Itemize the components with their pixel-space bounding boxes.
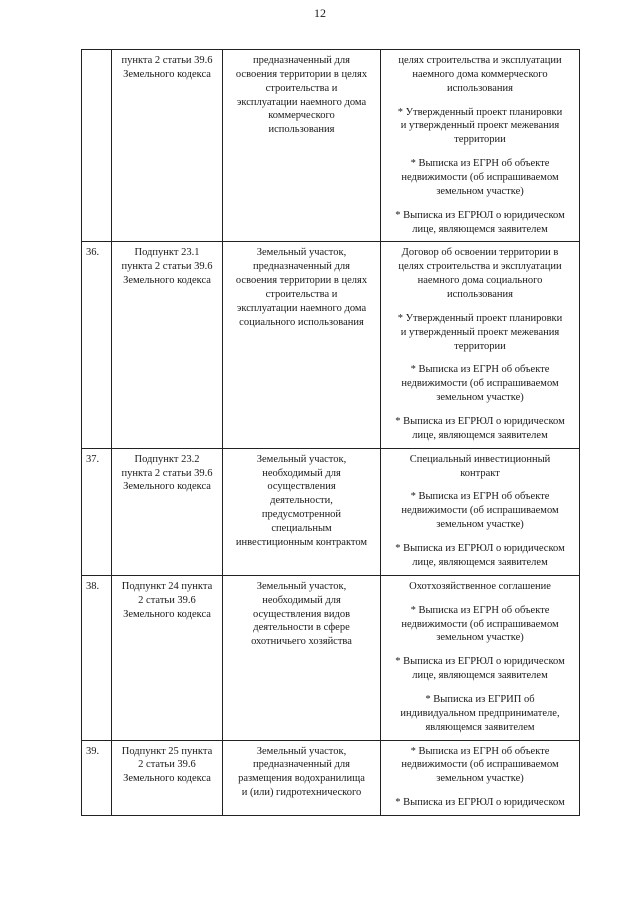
table-row	[82, 448, 580, 575]
required-documents-cell	[381, 448, 580, 575]
land-purpose-cell: Земельный участок, необходимый для осуществления деятельности, предусмотренной специальным инвестиционным контрактом	[223, 448, 381, 575]
row-number-cell: 38.	[82, 575, 112, 740]
document-item: * Выписка из ЕГРН об объекте недвижимости (об испрашиваемом земельном участке)	[401, 604, 559, 644]
table-row	[82, 242, 580, 448]
required-documents-cell	[381, 575, 580, 740]
legal-basis-cell: пункта 2 статьи 39.6 Земельного кодекса	[112, 50, 223, 242]
documents-table	[81, 49, 580, 816]
land-purpose-cell: Земельный участок, предназначенный для размещения водохранилища и (или) гидротехнического	[223, 740, 381, 815]
document-item: Специальный инвестиционный контракт	[409, 453, 551, 479]
document-item: * Выписка из ЕГРЮЛ о юридическом лице, являющемся заявителем	[395, 656, 565, 682]
legal-basis-cell: Подпункт 24 пункта 2 статьи 39.6 Земельного кодекса	[112, 575, 223, 740]
row-number-cell: 37.	[82, 448, 112, 575]
land-purpose-cell: Земельный участок, необходимый для осуществления видов деятельности в сфере охотничьего хозяйства	[223, 575, 381, 740]
document-item: * Выписка из ЕГРН об объекте недвижимости (об испрашиваемом земельном участке)	[401, 745, 559, 785]
row-number-cell: 36.	[82, 242, 112, 448]
required-documents-cell	[381, 740, 580, 815]
required-documents-cell	[381, 242, 580, 448]
document-item: * Выписка из ЕГРН об объекте недвижимости (об испрашиваемом земельном участке)	[401, 491, 559, 531]
land-purpose-cell: Земельный участок, предназначенный для освоения территории в целях строительства и эксплуатации наемного дома социального использования	[223, 242, 381, 448]
legal-basis-cell: Подпункт 23.2 пункта 2 статьи 39.6 Земельного кодекса	[112, 448, 223, 575]
table-row	[82, 740, 580, 815]
required-documents-cell	[381, 50, 580, 242]
legal-basis-cell: Подпункт 23.1 пункта 2 статьи 39.6 Земельного кодекса	[112, 242, 223, 448]
document-item: * Выписка из ЕГРИП об индивидуальном предпринимателе, являющемся заявителем	[400, 693, 560, 733]
document-item: * Выписка из ЕГРЮЛ о юридическом лице, являющемся заявителем	[395, 416, 565, 441]
document-item: * Выписка из ЕГРЮЛ о юридическом	[395, 797, 565, 809]
row-number-cell: 39.	[82, 740, 112, 815]
page-number: 12	[314, 6, 326, 20]
document-item: Охотхозяйственное соглашение	[409, 580, 551, 592]
legal-basis-cell: Подпункт 25 пункта 2 статьи 39.6 Земельного кодекса	[112, 740, 223, 815]
table-body	[82, 50, 580, 816]
document-item: * Утвержденный проект планировки и утвержденный проект межевания территории	[397, 312, 563, 352]
document-item: * Утвержденный проект планировки и утвержденный проект межевания территории	[397, 106, 563, 146]
row-number-cell	[82, 50, 112, 242]
document-item: целях строительства и эксплуатации наемного дома коммерческого использования	[398, 55, 562, 94]
document-item: * Выписка из ЕГРН об объекте недвижимости (об испрашиваемом земельном участке)	[401, 364, 559, 404]
document-item: Договор об освоении территории в целях строительства и эксплуатации наемного дома социального использования	[398, 247, 562, 301]
document-item: * Выписка из ЕГРЮЛ о юридическом лице, являющемся заявителем	[395, 543, 565, 568]
land-purpose-cell: предназначенный для освоения территории в целях строительства и эксплуатации наемного дома коммерческого использования	[223, 50, 381, 242]
table-row	[82, 575, 580, 740]
table-row	[82, 50, 580, 242]
document-item: * Выписка из ЕГРН об объекте недвижимости (об испрашиваемом земельном участке)	[401, 158, 559, 197]
document-item: * Выписка из ЕГРЮЛ о юридическом лице, являющемся заявителем	[395, 209, 565, 235]
